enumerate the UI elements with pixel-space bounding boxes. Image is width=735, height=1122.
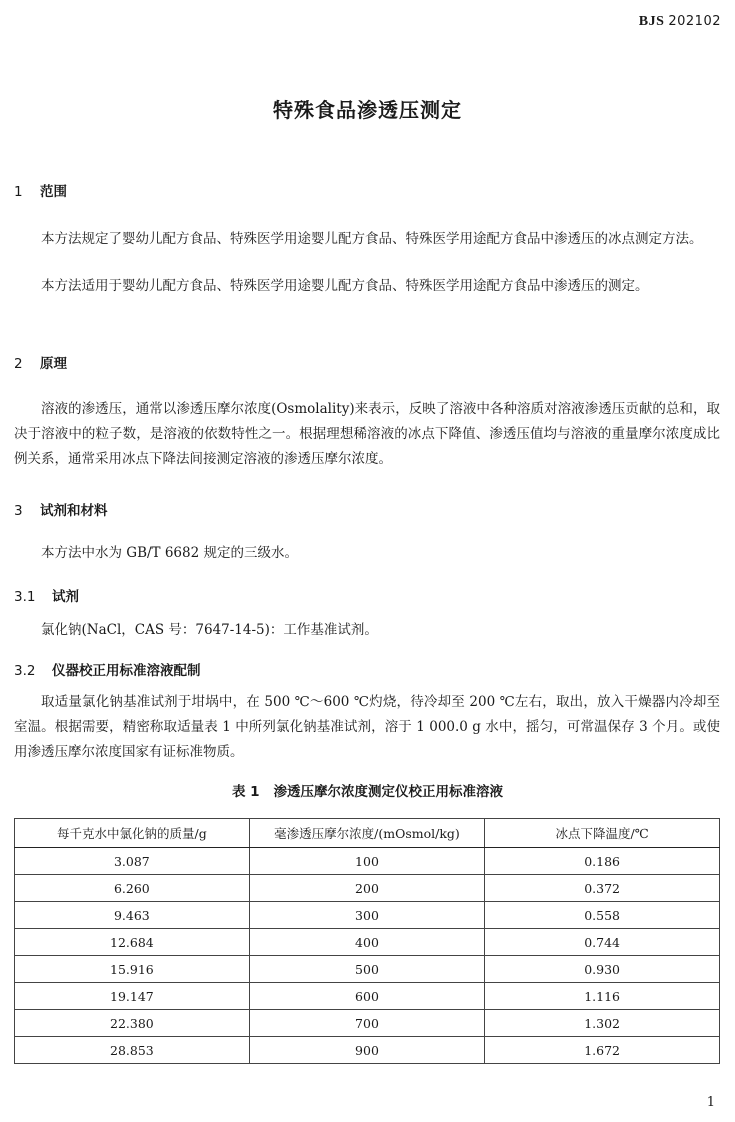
table-row	[15, 1037, 720, 1064]
table-row	[15, 983, 720, 1010]
table-cell: 1.302	[485, 1010, 720, 1037]
section-heading-scope	[14, 180, 67, 200]
section-number: 1	[14, 184, 23, 200]
table-cell: 900	[249, 1037, 484, 1064]
table-cell: 15.916	[15, 956, 250, 983]
section-heading-reagents	[14, 499, 108, 519]
section-number: 2	[14, 356, 23, 372]
section-number: 3.2	[14, 663, 36, 679]
table-cell: 19.147	[15, 983, 250, 1010]
standard-solution-table	[14, 818, 720, 1064]
section-heading-principle	[14, 352, 67, 372]
paragraph: 取适量氯化钠基准试剂于坩埚中，在 500 ℃～600 ℃灼烧，待冷却至 200 ℃左右，取出，放入干燥器内冷却至室温。根据需要，精密称取适量表 1 中所列氯化钠基准试剂，溶于 1 000.0 g 水中，摇匀，可常温保存 3 个月。或使用渗透压摩尔浓度国家有证标准物质。	[14, 694, 720, 760]
paragraph: 本方法中水为 GB/T 6682 规定的三级水。	[41, 545, 298, 561]
table-cell: 22.380	[15, 1010, 250, 1037]
table-label: 表 1	[231, 784, 260, 800]
section-title: 范围	[40, 184, 67, 200]
table-cell: 3.087	[15, 848, 250, 875]
table-row	[15, 956, 720, 983]
table-cell: 0.930	[485, 956, 720, 983]
table-caption	[0, 780, 735, 800]
table-header-row	[15, 819, 720, 848]
table-cell: 0.744	[485, 929, 720, 956]
table-cell: 0.372	[485, 875, 720, 902]
table-cell: 6.260	[15, 875, 250, 902]
table-row	[15, 902, 720, 929]
page-number: 1	[706, 1095, 715, 1110]
section-title: 试剂	[52, 589, 79, 605]
page-title: 特殊食品渗透压测定	[273, 98, 462, 122]
section-title: 试剂和材料	[40, 503, 108, 519]
document-code-number: 202102	[668, 14, 721, 29]
section-title: 原理	[40, 356, 67, 372]
section-heading-reagent	[14, 585, 79, 605]
table-title: 渗透压摩尔浓度测定仪校正用标准溶液	[273, 784, 504, 800]
document-code	[639, 14, 721, 30]
document-code-prefix: BJS	[638, 14, 665, 29]
paragraph: 溶液的渗透压，通常以渗透压摩尔浓度(Osmolality)来表示，反映了溶液中各种溶质对溶液渗透压贡献的总和，取决于溶液中的粒子数，是溶液的依数特性之一。根据理想稀溶液的冰点下降值、渗透压值均与溶液的重量摩尔浓度成比例关系，通常采用冰点下降法间接测定溶液的渗透压摩尔浓度。	[14, 401, 720, 467]
section-title: 仪器校正用标准溶液配制	[52, 663, 201, 679]
column-header: 毫渗透压摩尔浓度/(mOsmol/kg)	[249, 819, 484, 848]
table-cell: 200	[249, 875, 484, 902]
table-row	[15, 875, 720, 902]
paragraph: 本方法规定了婴幼儿配方食品、特殊医学用途婴儿配方食品、特殊医学用途配方食品中渗透压的冰点测定方法。	[41, 231, 703, 247]
section-heading-standard-solution	[14, 659, 201, 679]
section-number: 3	[14, 503, 23, 519]
paragraph: 氯化钠(NaCl，CAS 号：7647-14-5)：工作基准试剂。	[41, 622, 378, 638]
table-cell: 28.853	[15, 1037, 250, 1064]
table-cell: 1.116	[485, 983, 720, 1010]
table-cell: 600	[249, 983, 484, 1010]
section-number: 3.1	[14, 589, 36, 605]
table-cell: 9.463	[15, 902, 250, 929]
table-cell: 400	[249, 929, 484, 956]
table-cell: 1.672	[485, 1037, 720, 1064]
table-row	[15, 1010, 720, 1037]
table-cell: 500	[249, 956, 484, 983]
column-header: 每千克水中氯化钠的质量/g	[15, 819, 250, 848]
table-row	[15, 848, 720, 875]
table-cell: 0.558	[485, 902, 720, 929]
column-header: 冰点下降温度/℃	[485, 819, 720, 848]
table-cell: 700	[249, 1010, 484, 1037]
table-cell: 100	[249, 848, 484, 875]
table-row	[15, 929, 720, 956]
table-cell: 300	[249, 902, 484, 929]
table-cell: 12.684	[15, 929, 250, 956]
paragraph: 本方法适用于婴幼儿配方食品、特殊医学用途婴儿配方食品、特殊医学用途配方食品中渗透压的测定。	[41, 278, 649, 294]
table-cell: 0.186	[485, 848, 720, 875]
